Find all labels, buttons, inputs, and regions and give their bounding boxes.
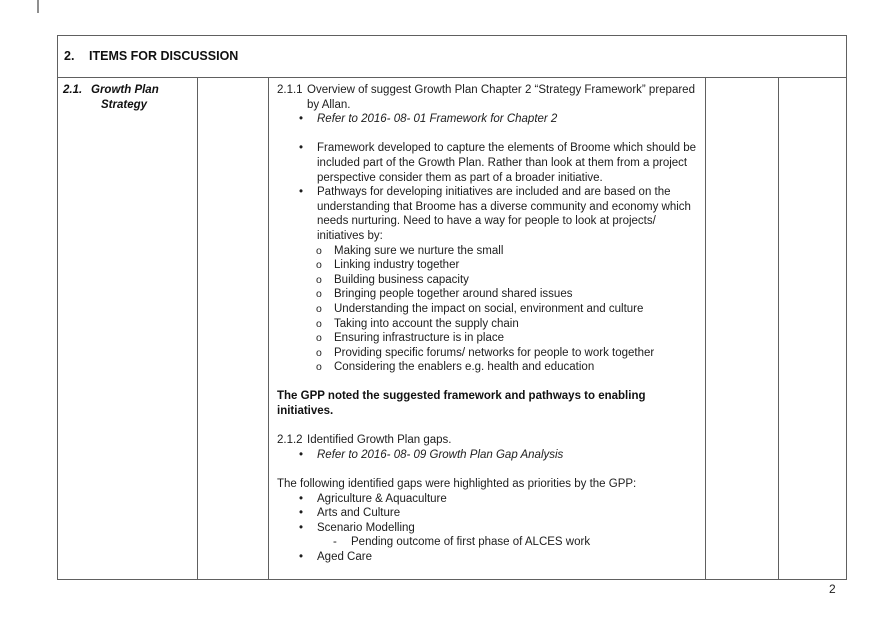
sub-bullet-text: Bringing people together around shared issues (334, 288, 573, 301)
reference-bullet-2-text: Refer to 2016- 08- 09 Growth Plan Gap Analysis (317, 448, 564, 461)
section-number: 2. (64, 49, 75, 64)
page-number: 2 (829, 582, 836, 596)
pathways-bullet-text: Pathways for developing initiatives are included and are based on the understanding that Broome has a diverse community and economy which needs nurturing. Need to have a way for people to look at projects/ initiatives by: (317, 186, 691, 242)
sub-bullet-text: Building business capacity (334, 273, 469, 286)
circle-marker: o (316, 273, 322, 286)
circle-marker: o (316, 244, 322, 257)
gap-bullet (277, 492, 703, 507)
sub-bullet (277, 287, 703, 302)
gaps-intro-paragraph: The following identified gaps were highlighted as priorities by the GPP: (277, 478, 637, 491)
minutes-table (57, 35, 847, 580)
sub-bullet-text: Making sure we nurture the small (334, 244, 504, 257)
topic-title-line2: Strategy (101, 98, 148, 111)
blank-line (277, 419, 703, 434)
sub-bullet (277, 244, 703, 259)
item-2-1-1-number: 2.1.1 (277, 84, 303, 96)
gap-bullet-text: Aged Care (317, 551, 372, 563)
sub-bullet (277, 258, 703, 273)
bullet-marker: • (299, 551, 304, 563)
reference-bullet-2 (277, 448, 703, 463)
topic-title: Growth Plan (91, 84, 159, 96)
gap-sub-item (277, 535, 703, 550)
bullet-marker: • (299, 507, 304, 520)
sub-bullet-text: Ensuring infrastructure is in place (334, 332, 505, 345)
main-content-cell (269, 78, 706, 579)
discussion-body-row (58, 78, 846, 579)
topic-cell (58, 78, 198, 579)
gap-sub-item-text: Pending outcome of first phase of ALCES work (351, 536, 591, 549)
pathways-bullet (277, 185, 703, 243)
blank-cell-right-1 (706, 78, 779, 579)
item-2-1-1-text: Overview of suggest Growth Plan Chapter 2 “Strategy Framework” prepared by Allan. (307, 84, 695, 111)
gap-bullet-text: Arts and Culture (317, 507, 401, 520)
page-edge-artifact (37, 0, 39, 13)
framework-bullet (277, 141, 703, 185)
discussion-header-row (58, 36, 846, 78)
gap-bullet (277, 506, 703, 521)
sub-bullet (277, 317, 703, 332)
bullet-marker: • (299, 142, 304, 155)
circle-marker: o (316, 332, 322, 345)
sub-bullet (277, 346, 703, 361)
sub-bullet (277, 273, 703, 288)
item-2-1-2 (277, 433, 703, 448)
circle-marker: o (316, 288, 322, 301)
item-2-1-2-text: Identified Growth Plan gaps. (307, 434, 452, 447)
item-2-1-2-number: 2.1.2 (277, 434, 303, 447)
topic-number: 2.1. (63, 84, 83, 96)
blank-line (277, 375, 703, 390)
circle-marker: o (316, 361, 322, 374)
bullet-marker: • (299, 448, 304, 461)
gap-bullet-text: Scenario Modelling (317, 521, 415, 534)
sub-bullet-text: Considering the enablers e.g. health and education (334, 361, 595, 374)
gpp-note-paragraph: The GPP noted the suggested framework and pathways to enabling initiatives. (277, 390, 646, 418)
bullet-marker: • (299, 492, 304, 505)
reference-bullet-1 (277, 112, 703, 127)
gap-bullet (277, 550, 703, 565)
blank-line (277, 127, 703, 142)
gap-bullet (277, 521, 703, 536)
blank-line (277, 462, 703, 477)
sub-bullet (277, 302, 703, 317)
circle-marker: o (316, 302, 322, 315)
sub-bullet (277, 331, 703, 346)
sub-bullet (277, 360, 703, 375)
blank-cell-left (198, 78, 269, 579)
sub-bullet-text: Linking industry together (334, 259, 460, 272)
sub-bullet-text: Taking into account the supply chain (334, 317, 519, 330)
blank-cell-right-2 (779, 78, 846, 579)
item-2-1-1 (277, 83, 703, 112)
topic-line1 (63, 83, 193, 98)
bullet-marker: • (299, 521, 304, 534)
gap-bullet-text: Agriculture & Aquaculture (317, 492, 447, 505)
sub-bullet-text: Understanding the impact on social, environment and culture (334, 302, 644, 315)
circle-marker: o (316, 317, 322, 330)
section-title: ITEMS FOR DISCUSSION (89, 49, 239, 64)
bullet-marker: • (299, 186, 304, 199)
reference-bullet-1-text: Refer to 2016- 08- 01 Framework for Chapter 2 (317, 113, 558, 126)
circle-marker: o (316, 346, 322, 359)
circle-marker: o (316, 259, 322, 272)
dash-marker: - (333, 536, 337, 549)
framework-bullet-text: Framework developed to capture the elements of Broome which should be included part of the Growth Plan. Rather than look at them from a project perspective consider them as part of a broader initiative. (317, 142, 697, 184)
sub-bullet-text: Providing specific forums/ networks for people to work together (334, 346, 655, 359)
bullet-marker: • (299, 113, 304, 126)
